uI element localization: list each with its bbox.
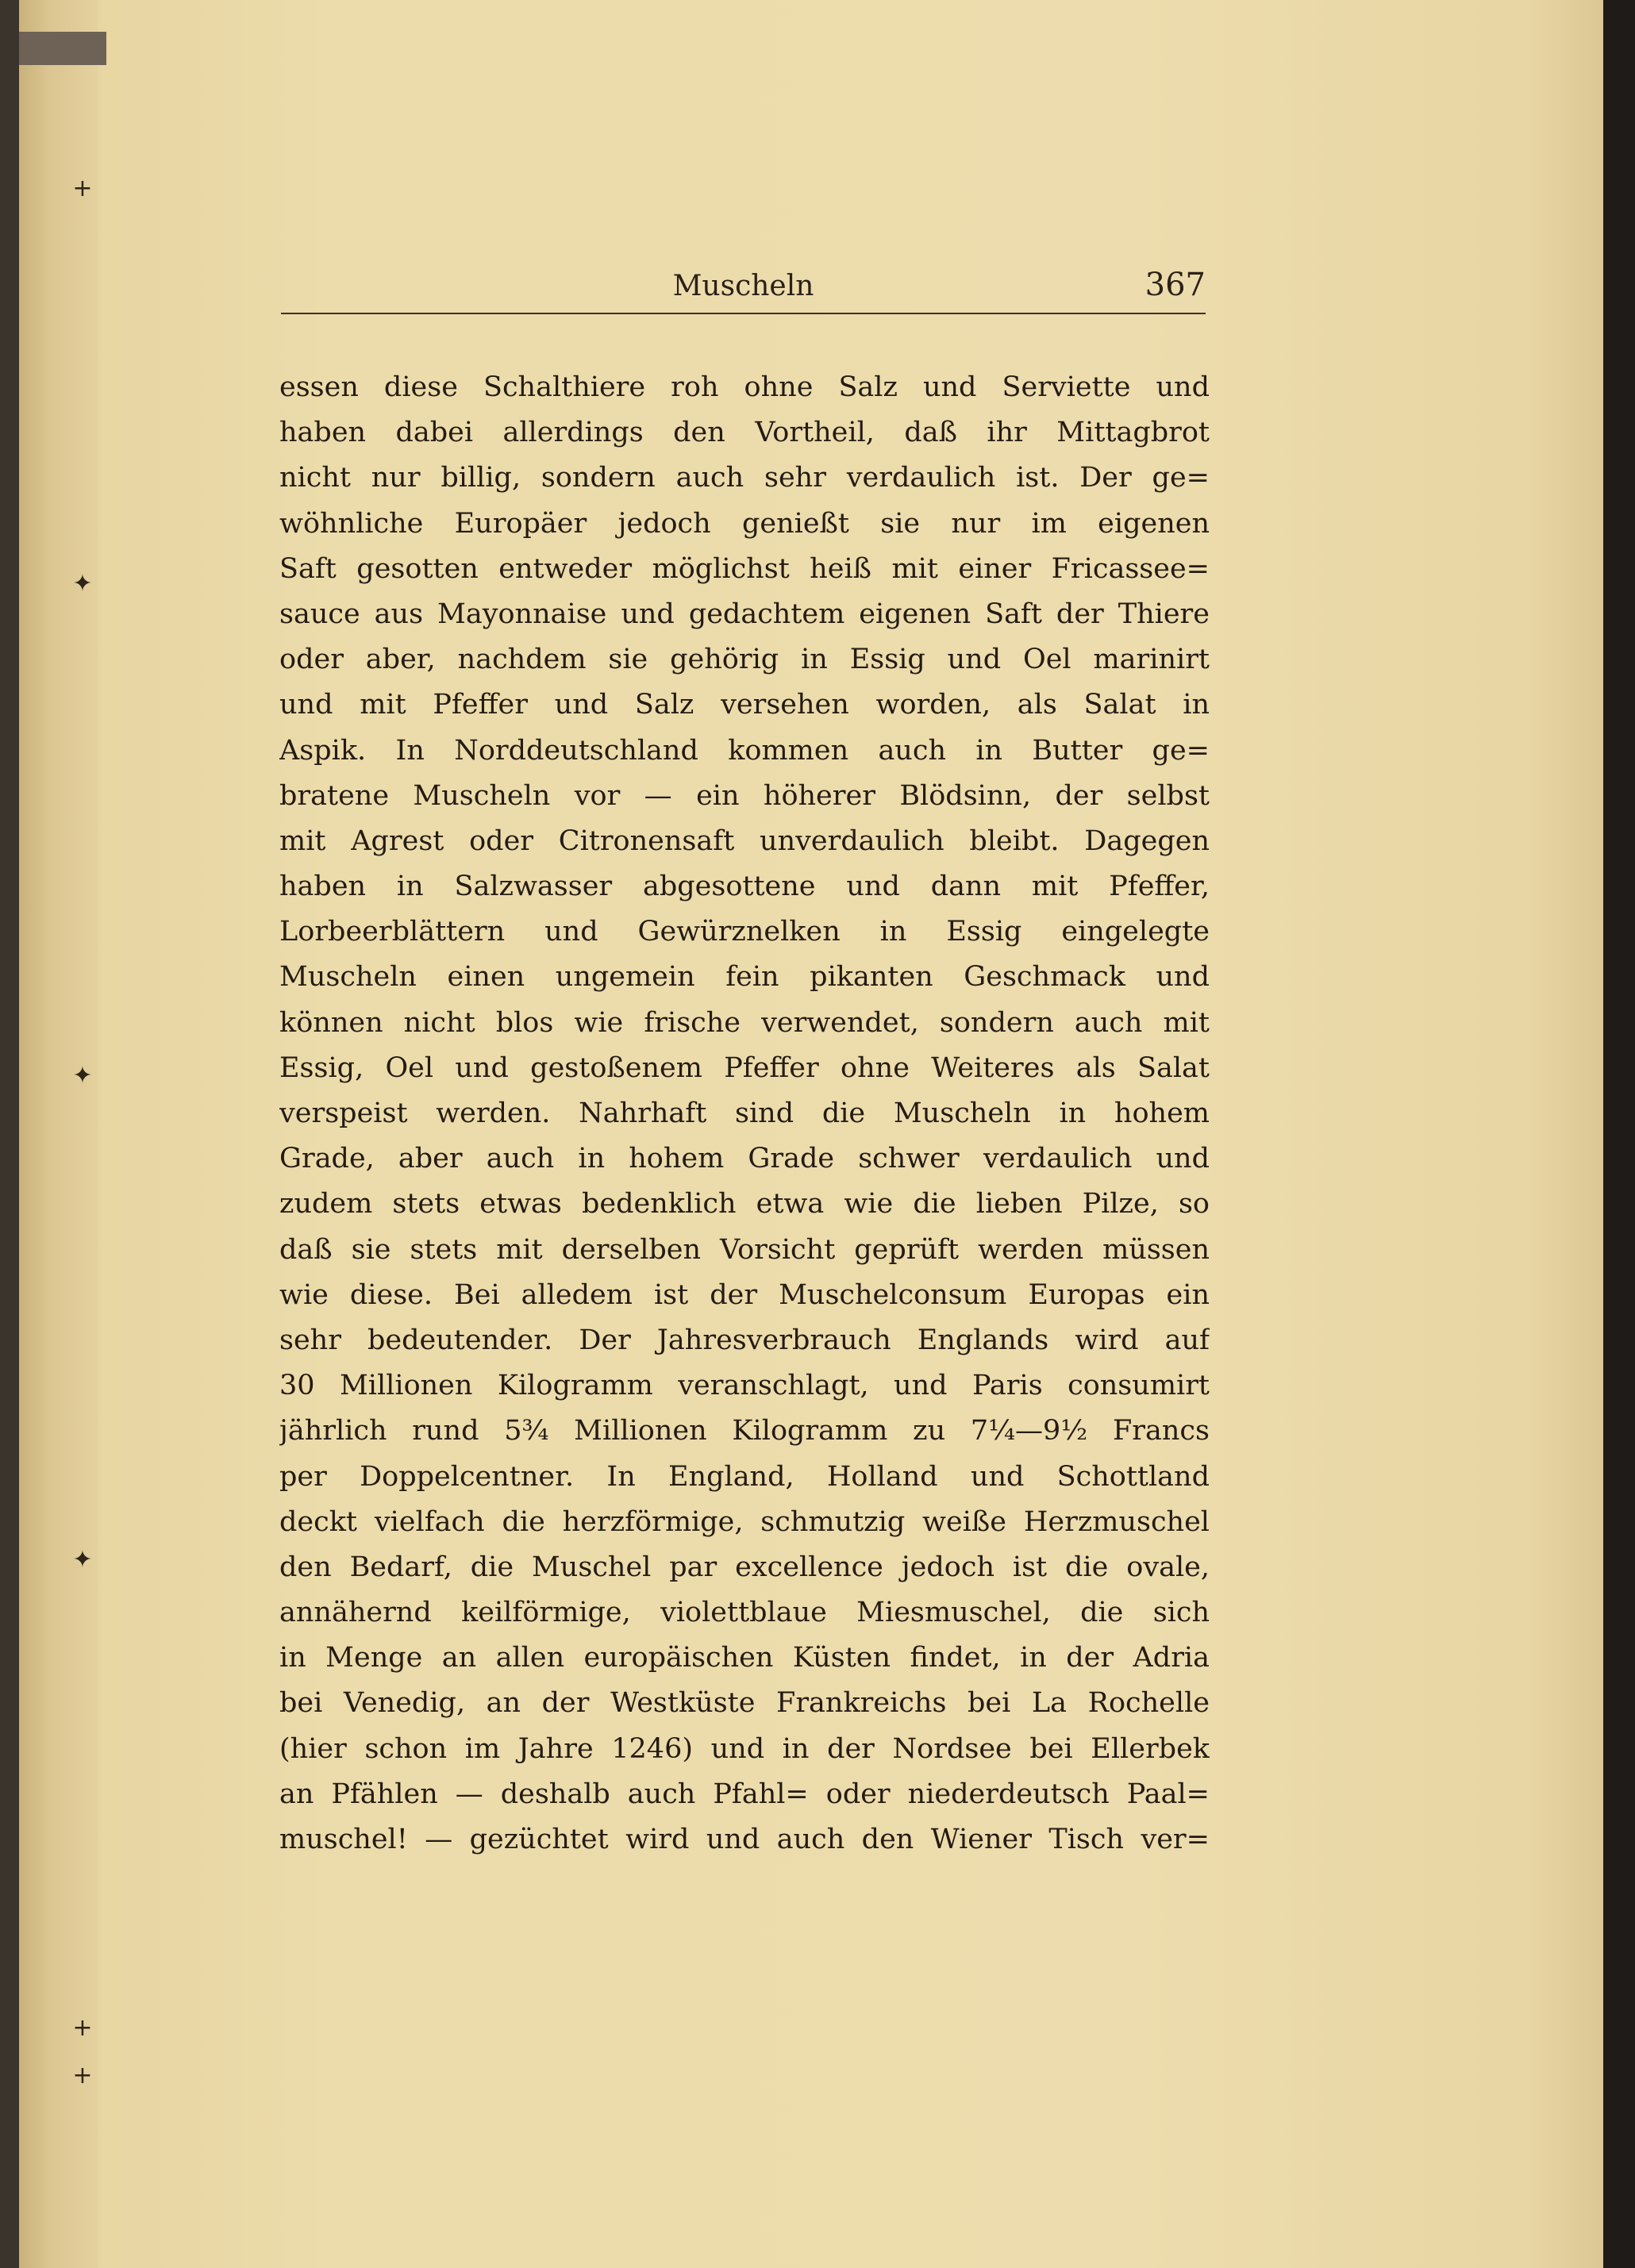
text-line: mit Agrest oder Citronensaft unverdaulich bleibt. Dagegen xyxy=(279,825,1210,857)
text-line: nicht nur billig, sondern auch sehr verdaulich ist. Der ge= xyxy=(279,462,1210,494)
binding-stitch-icon: + xyxy=(72,2062,93,2089)
binding-tape xyxy=(19,32,106,65)
text-line: haben in Salzwasser abgesottene und dann mit Pfeffer, xyxy=(279,871,1210,903)
text-line: deckt vielfach die herzförmige, schmutzig weiße Herzmuschel xyxy=(279,1505,1210,1538)
text-line: 30 Millionen Kilogramm veranschlagt, und Paris consumirt xyxy=(279,1370,1210,1402)
text-line: verspeist werden. Nahrhaft sind die Muscheln in hohem xyxy=(279,1097,1210,1129)
text-line: annähernd keilförmige, violettblaue Miesmuschel, die sich xyxy=(279,1597,1210,1629)
text-line: per Doppelcentner. In England, Holland und Schottland xyxy=(279,1460,1210,1493)
text-line: daß sie stets mit derselben Vorsicht geprüft werden müssen xyxy=(279,1233,1210,1266)
text-line: Muscheln einen ungemein fein pikanten Geschmack und xyxy=(279,961,1210,994)
text-line: sauce aus Mayonnaise und gedachtem eigenen Saft der Thiere xyxy=(279,598,1210,630)
text-line: Aspik. In Norddeutschland kommen auch in Butter ge= xyxy=(279,734,1210,767)
text-line: in Menge an allen europäischen Küsten findet, in der Adria xyxy=(279,1642,1210,1674)
text-line: jährlich rund 5¾ Millionen Kilogramm zu 7¼—9½ Francs xyxy=(279,1415,1210,1447)
running-header xyxy=(281,267,1206,314)
book-page xyxy=(19,0,1603,2268)
text-line: und mit Pfeffer und Salz versehen worden, als Salat in xyxy=(279,689,1210,721)
text-line: essen diese Schalthiere roh ohne Salz und Serviette und xyxy=(279,371,1210,403)
text-line: muschel! — gezüchtet wird und auch den Wiener Tisch ver= xyxy=(279,1824,1210,1855)
page-binding-edge xyxy=(19,0,98,2268)
binding-stitch-icon: + xyxy=(72,175,93,202)
text-line: bratene Muscheln vor — ein höherer Blödsinn, der selbst xyxy=(279,779,1210,812)
text-line: Essig, Oel und gestoßenem Pfeffer ohne Weiteres als Salat xyxy=(279,1051,1210,1084)
text-line: können nicht blos wie frische verwendet, sondern auch mit xyxy=(279,1006,1210,1039)
binding-stitch-icon: ✦ xyxy=(72,570,93,598)
running-title: Muscheln xyxy=(672,270,814,302)
binding-stitch-icon: + xyxy=(72,2014,93,2042)
text-line: haben dabei allerdings den Vortheil, daß ihr Mittagbrot xyxy=(279,417,1210,449)
page-number: 367 xyxy=(1144,267,1206,303)
body-text xyxy=(279,365,1210,1862)
binding-stitch-icon: ✦ xyxy=(72,1546,93,1574)
text-line: Saft gesotten entweder möglichst heiß mit einer Fricassee= xyxy=(279,552,1210,585)
binding-stitch-icon: ✦ xyxy=(72,1062,93,1090)
text-line: zudem stets etwas bedenklich etwa wie die lieben Pilze, so xyxy=(279,1188,1210,1220)
text-line: Grade, aber auch in hohem Grade schwer verdaulich und xyxy=(279,1143,1210,1175)
text-line: (hier schon im Jahre 1246) und in der Nordsee bei Ellerbek xyxy=(279,1732,1210,1765)
scan-dark-edge xyxy=(1603,0,1635,2268)
text-line: bei Venedig, an der Westküste Frankreichs bei La Rochelle xyxy=(279,1687,1210,1720)
text-line: Lorbeerblättern und Gewürznelken in Essig eingelegte xyxy=(279,916,1210,948)
text-line: an Pfählen — deshalb auch Pfahl= oder niederdeutsch Paal= xyxy=(279,1778,1210,1810)
text-line: sehr bedeutender. Der Jahresverbrauch Englands wird auf xyxy=(279,1324,1210,1356)
text-line: wöhnliche Europäer jedoch genießt sie nur im eigenen xyxy=(279,507,1210,540)
text-line: den Bedarf, die Muschel par excellence jedoch ist die ovale, xyxy=(279,1551,1210,1583)
text-line: wie diese. Bei alledem ist der Muschelconsum Europas ein xyxy=(279,1278,1210,1311)
text-line: oder aber, nachdem sie gehörig in Essig und Oel marinirt xyxy=(279,644,1210,676)
